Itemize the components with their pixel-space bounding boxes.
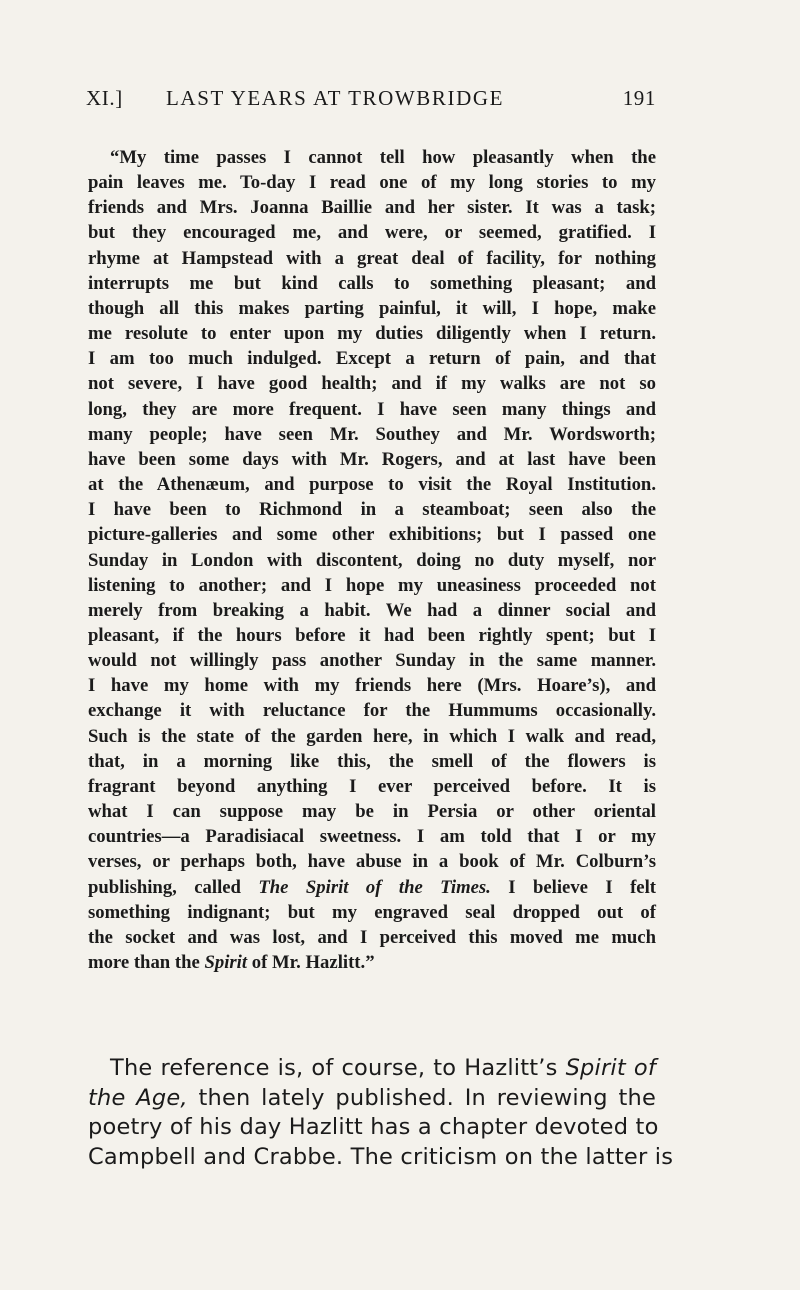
text-line: what I can suppose may be in Persia or other oriental xyxy=(88,801,656,823)
text-line: me resolute to enter upon my duties diligently when I return. xyxy=(88,323,656,345)
text-run: of Mr. Hazlitt.” xyxy=(247,952,375,973)
text-line: listening to another; and I hope my uneasiness proceeded not xyxy=(88,574,656,596)
text-line: exchange it with reluctance for the Hummums occasionally. xyxy=(88,700,656,722)
text-line: picture-galleries and some other exhibitions; but I passed one xyxy=(88,524,656,546)
text-line: though all this makes parting painful, it will, I hope, make xyxy=(88,297,656,319)
text-line: that, in a morning like this, the smell of the flowers is xyxy=(88,750,656,772)
text-line xyxy=(88,875,656,900)
text-line: but they encouraged me, and were, or seemed, gratified. I xyxy=(88,222,656,244)
text-run: The reference is, of course, to Hazlitt’s xyxy=(110,1055,566,1081)
text-line: not severe, I have good health; and if my walks are not so xyxy=(88,373,656,395)
text-line: I have my home with my friends here (Mrs. Hoare’s), and xyxy=(88,675,656,697)
text-line: the socket and was lost, and I perceived this moved me much xyxy=(88,926,656,948)
text-line: friends and Mrs. Joanna Baillie and her sister. It was a task; xyxy=(88,197,656,219)
text-line: long, they are more frequent. I have seen many things and xyxy=(88,398,656,420)
text-line xyxy=(88,1084,656,1114)
body-paragraph xyxy=(88,1054,674,1172)
text-line: would not willingly pass another Sunday in the same manner. xyxy=(88,650,656,672)
italic-title: Spirit of xyxy=(565,1055,656,1081)
text-line: pleasant, if the hours before it had been rightly spent; but I xyxy=(88,624,656,646)
text-line: I have been to Richmond in a steamboat; seen also the xyxy=(88,499,656,521)
text-run: then lately published. In reviewing the xyxy=(187,1084,656,1111)
text-line: merely from breaking a habit. We had a dinner social and xyxy=(88,599,656,621)
italic-title: Spirit xyxy=(204,952,248,973)
running-title: LAST YEARS AT TROWBRIDGE xyxy=(166,86,505,110)
text-line: at the Athenæum, and purpose to visit the Royal Institution. xyxy=(88,474,656,496)
text-line: I am too much indulged. Except a return of pain, and that xyxy=(88,348,656,370)
running-head xyxy=(86,86,656,116)
text-line: have been some days with Mr. Rogers, and at last have been xyxy=(88,448,656,470)
text-line: countries—a Paradisiacal sweetness. I am told that I or my xyxy=(88,826,656,848)
text-line: Sunday in London with discontent, doing no duty myself, nor xyxy=(88,549,656,571)
italic-title: The Spirit of the Times. xyxy=(258,876,491,898)
text-line: interrupts me but kind calls to something pleasant; and xyxy=(88,272,656,294)
text-line xyxy=(88,950,656,975)
text-line: verses, or perhaps both, have abuse in a book of Mr. Colburn’s xyxy=(88,851,656,873)
text-line: many people; have seen Mr. Southey and Mr. Wordsworth; xyxy=(88,423,656,445)
text-run: publishing, called xyxy=(88,876,259,898)
text-line: poetry of his day Hazlitt has a chapter devoted to xyxy=(88,1114,659,1140)
text-line: something indignant; but my engraved seal dropped out of xyxy=(88,901,656,923)
text-line: pain leaves me. To-day I read one of my long stories to my xyxy=(88,172,656,194)
text-line: Campbell and Crabbe. The criticism on the latter is xyxy=(88,1143,674,1170)
text-line: fragrant beyond anything I ever perceived before. It is xyxy=(88,775,656,797)
text-line: “My time passes I cannot tell how pleasantly when the xyxy=(110,147,656,168)
chapter-marker: XI.] xyxy=(86,86,123,110)
italic-title: the Age, xyxy=(88,1084,188,1111)
text-run: more than the xyxy=(88,952,205,973)
page-number: 191 xyxy=(622,86,656,110)
text-run: I believe I felt xyxy=(490,876,656,898)
text-line xyxy=(88,1054,656,1084)
letter-quotation xyxy=(88,145,656,975)
text-line: Such is the state of the garden here, in which I walk and read, xyxy=(88,725,656,747)
text-line: rhyme at Hampstead with a great deal of facility, for nothing xyxy=(88,247,656,269)
